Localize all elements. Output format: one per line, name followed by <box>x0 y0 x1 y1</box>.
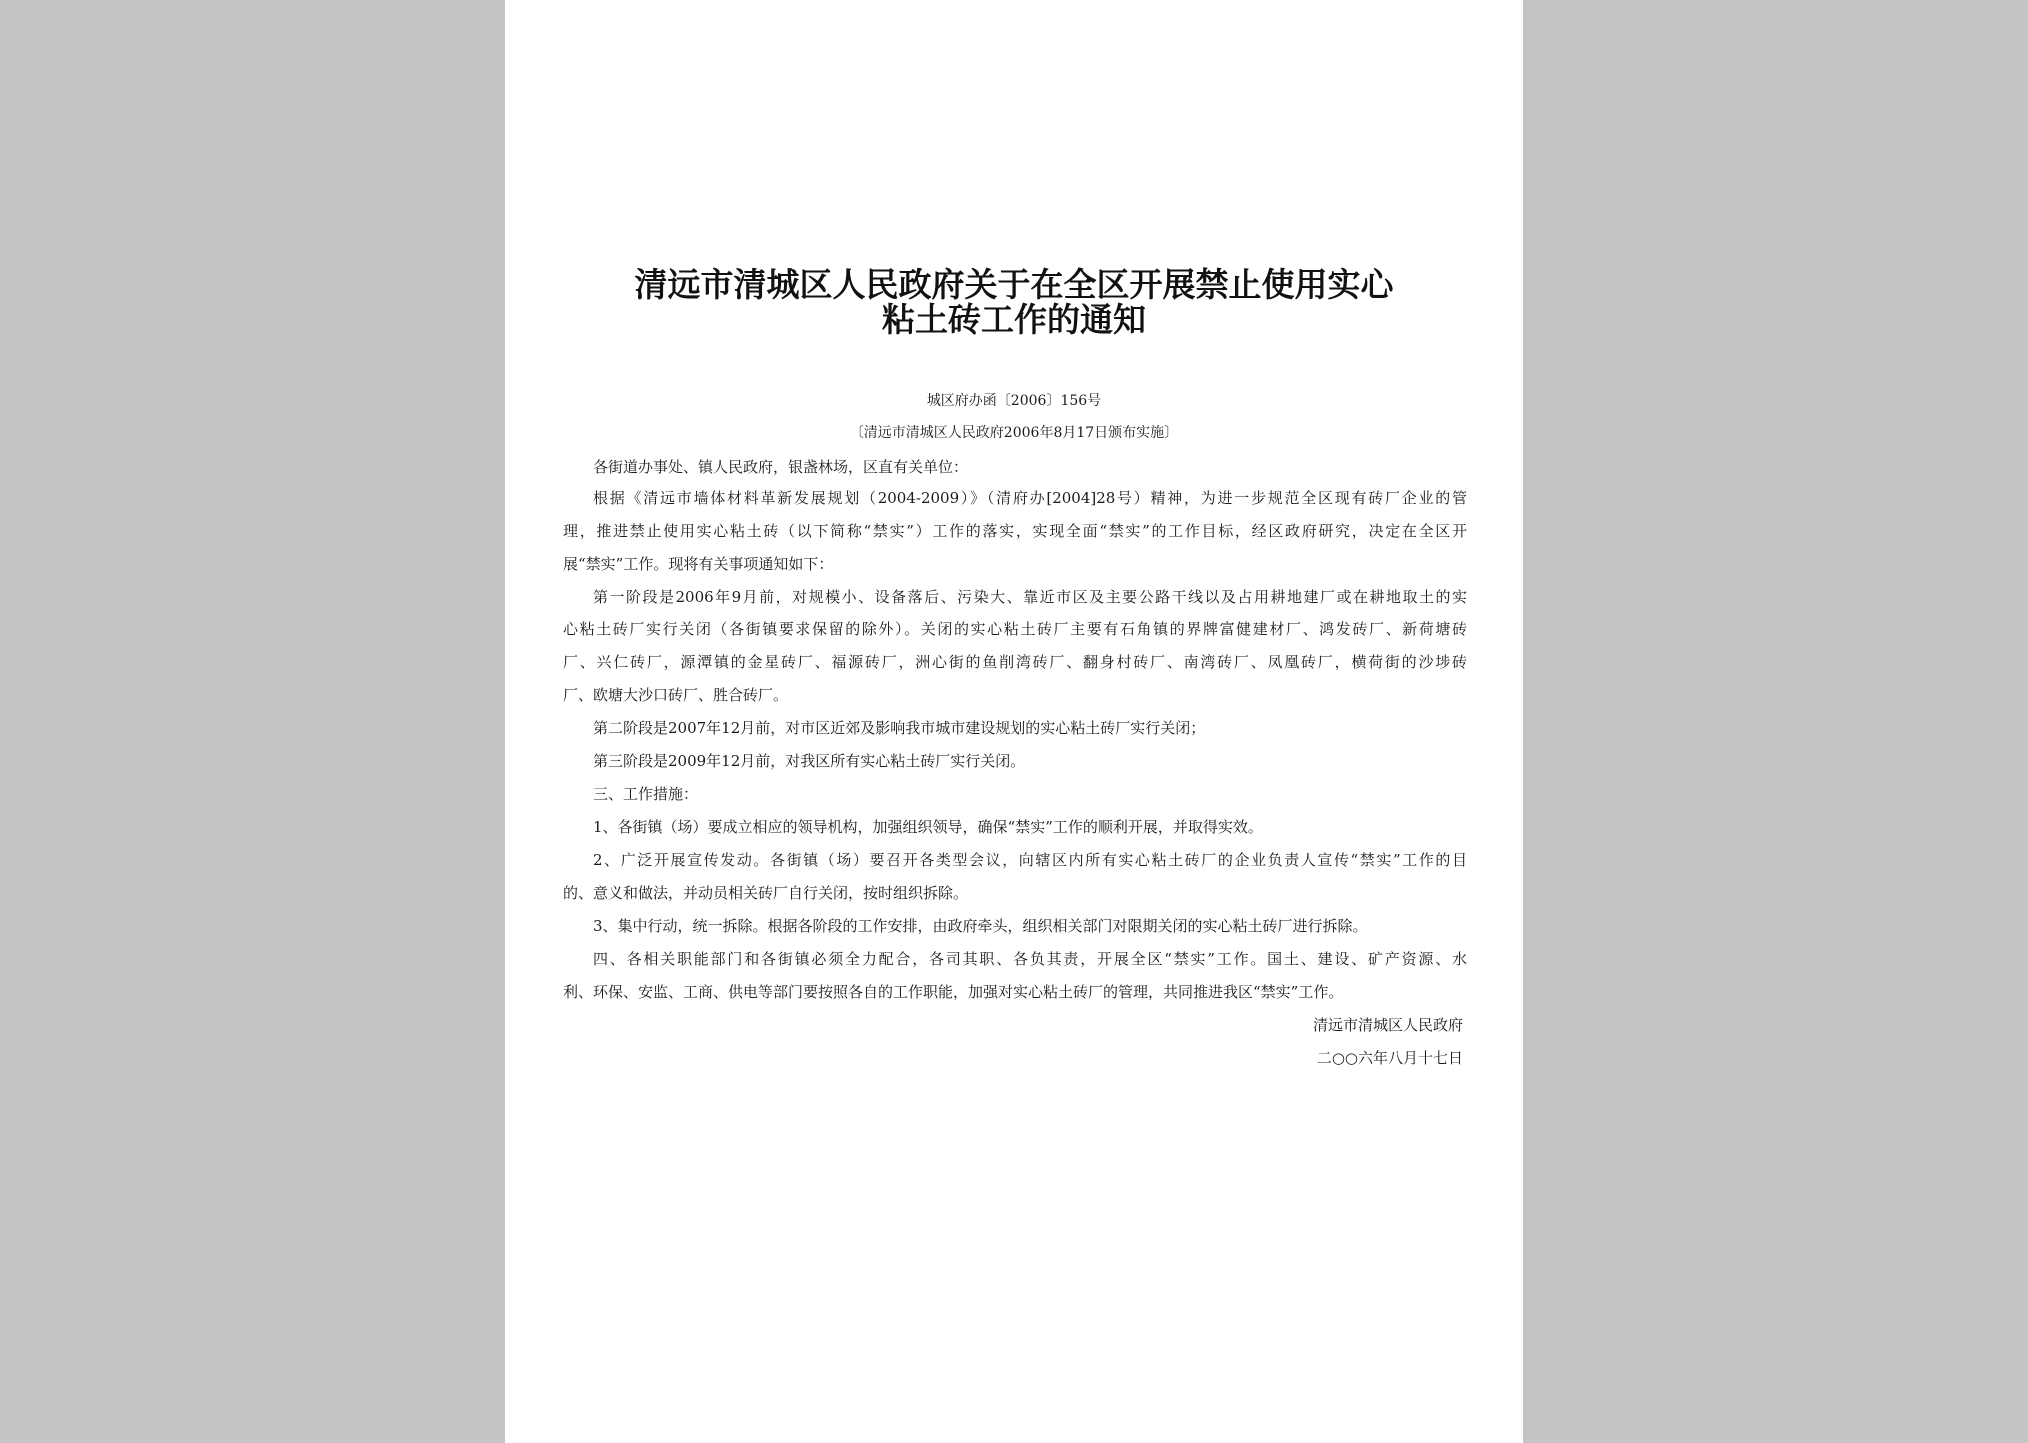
body-line: 3、集中行动，统一拆除。根据各阶段的工作安排，由政府牵头，组织相关部门对限期关闭的实心粘土砖厂进行拆除。 <box>593 917 1368 935</box>
body-line: 心粘土砖厂实行关闭（各街镇要求保留的除外）。关闭的实心粘土砖厂主要有石角镇的界牌富健建材厂、鸿发砖厂、新荷塘砖 <box>563 620 1467 638</box>
body-line: 第一阶段是2006年9月前，对规模小、设备落后、污染大、靠近市区及主要公路干线以及占用耕地建厂或在耕地取土的实 <box>593 588 1467 606</box>
body-line: 利、环保、安监、工商、供电等部门要按照各自的工作职能，加强对实心粘土砖厂的管理，共同推进我区“禁实”工作。 <box>563 983 1344 1001</box>
signature-date: 二○○六年八月十七日 <box>1316 1049 1463 1067</box>
body-line: 理，推进禁止使用实心粘土砖（以下简称“禁实”）工作的落实，实现全面“禁实”的工作目标，经区政府研究，决定在全区开 <box>563 522 1467 540</box>
body-line: 四、各相关职能部门和各街镇必须全力配合，各司其职、各负其责，开展全区“禁实”工作。国土、建设、矿产资源、水 <box>593 950 1467 968</box>
body-line: 第三阶段是2009年12月前，对我区所有实心粘土砖厂实行关闭。 <box>593 752 1026 770</box>
section-heading: 三、工作措施： <box>593 785 699 803</box>
body-line: 2、广泛开展宣传发动。各街镇（场）要召开各类型会议，向辖区内所有实心粘土砖厂的企业负责人宣传“禁实”工作的目 <box>593 851 1467 869</box>
document-title-line-2: 粘土砖工作的通知 <box>882 300 1146 339</box>
body-line: 展“禁实”工作。现将有关事项通知如下： <box>563 555 834 573</box>
body-line: 厂、欧塘大沙口砖厂、胜合砖厂。 <box>563 686 789 704</box>
document-page <box>505 0 1523 1443</box>
body-line: 的、意义和做法，并动员相关砖厂自行关闭，按时组织拆除。 <box>563 884 969 902</box>
body-line: 根据《清远市墙体材料革新发展规划（2004-2009）》（清府办[2004]28号）精神，为进一步规范全区现有砖厂企业的管 <box>593 489 1467 507</box>
document-title-line-1: 清远市清城区人民政府关于在全区开展禁止使用实心 <box>634 265 1394 304</box>
body-line: 第二阶段是2007年12月前，对市区近郊及影响我市城市建设规划的实心粘土砖厂实行关闭； <box>593 719 1206 737</box>
issued-note: 〔清远市清城区人民政府2006年8月17日颁布实施〕 <box>849 425 1179 441</box>
signature-issuer: 清远市清城区人民政府 <box>1312 1016 1463 1034</box>
body-line: 1、各街镇（场）要成立相应的领导机构，加强组织领导，确保“禁实”工作的顺利开展，并取得实效。 <box>593 818 1263 836</box>
body-line-addressee: 各街道办事处、镇人民政府，银盏林场，区直有关单位： <box>593 458 969 476</box>
body-line: 厂、兴仁砖厂，源潭镇的金星砖厂、福源砖厂，洲心街的鱼削湾砖厂、翻身村砖厂、南湾砖厂、凤凰砖厂，横荷街的沙埗砖 <box>563 653 1467 671</box>
document-number: 城区府办函〔2006〕156号 <box>926 393 1102 409</box>
